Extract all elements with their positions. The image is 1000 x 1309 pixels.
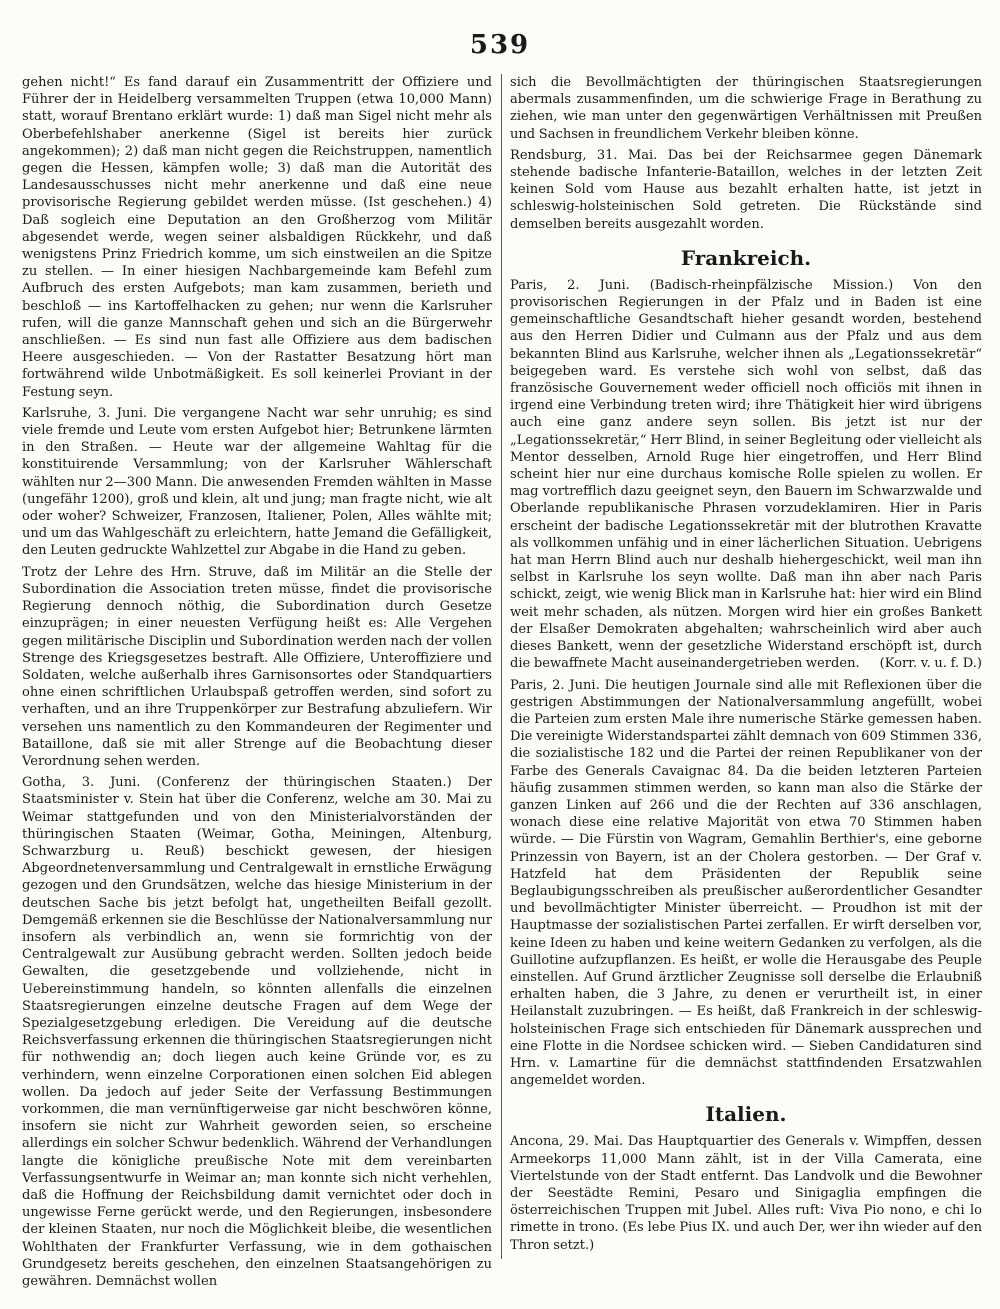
paragraph-karlsruhe: Karlsruhe, 3. Juni. Die vergangene Nacht war sehr unruhig; es sind viele fremde und Leute vom ersten Aufgebot hier; Betrunkene lärmten in den Straßen. — Heute war der allgemeine Wahltag für die konstituirende Versammlung; von der Karlsruher Wählerschaft wählten nur 2—300 Mann. Die anwesenden Fremden wählten in Masse (ungefähr 1200), groß und klein, alt und jung; man fragte nicht, wie alt oder woher? Schweizer, Franzosen, Italiener, Polen, Alles wählte mit; und um das Wahlgeschäft zu erleichtern, hatte Jemand die Gefälligkeit, den Leuten gedruckte Wahlzettel zur Abgabe in die Hand zu geben. xyxy=(22,405,492,559)
paragraph-paris-journals: Paris, 2. Juni. Die heutigen Journale sind alle mit Reflexionen über die gestrigen Abstimmungen der Nationalversammlung angefüllt, wobei die Parteien zum ersten Male ihre numerische Stärke gemessen haben. Die vereinigte Widerstandspartei zählt demnach von 609 Stimmen 336, die sozialistische 182 und die Partei der reinen Republikaner von der Farbe des Generals Cavaignac 84. Da die beiden letzteren Parteien häufig zusammen stimmen werden, so kann man also die Stärke der ganzen Linken auf 266 und die der Rechten auf 336 anschlagen, wonach diese eine relative Majorität von etwa 70 Stimmen haben würde. — Die Fürstin von Wagram, Gemahlin Berthier's, eine geborne Prinzessin von Bayern, ist an der Cholera gestorben. — Der Graf v. Hatzfeld hat dem Präsidenten der Republik seine Beglaubigungsschreiben als preußischer außerordentlicher Gesandter und bevollmächtigter Minister überreicht. — Proudhon ist mit der Hauptmasse der sozialistischen Partei zerfallen. Er wirft derselben vor, keine Ideen zu haben und keine weitern Gedanken zu verfolgen, als die Guillotine aufzupflanzen. Es heißt, er wolle die Herausgabe des Peuple einstellen. Auf Grund ärztlicher Zeugnisse soll derselbe die Erlaubniß erhalten haben, die 3 Jahre, zu denen er verurtheilt ist, in einer Heilanstalt zuzubringen. — Es heißt, daß Frankreich in der schleswig-holsteinischen Frage sich entschieden für Dänemark aussprechen und eine Flotte in die Nordsee schicken wird. — Sieben Candidaturen sind Hrn. v. Lamartine für die demnächst stattfindenden Ersatzwahlen angemeldet worden. xyxy=(510,677,982,1089)
paragraph-struve: Trotz der Lehre des Hrn. Struve, daß im Militär an die Stelle der Subordination die Association treten müsse, findet die provisorische Regierung dennoch nöthig, die Subordination durch Gesetze einzuprägen; in einer neuesten Verfügung heißt es: Alle Vergehen gegen militärische Disciplin und Subordination werden nach der vollen Strenge des Kriegsgesetzes bestraft. Alle Offiziere, Unteroffiziere und Soldaten, welche außerhalb ihres Garnisonsortes oder Standquartiers ohne einen schriftlichen Urlaubspaß getroffen werden, sind sofort zu verhaften, und an ihre Truppenkörper zur Bestrafung abzuliefern. Wir versehen uns namentlich zu den Kommandeuren der Regimenter und Bataillone, daß sie mit aller Strenge auf die Beobachtung dieser Verordnung sehen werden. xyxy=(22,564,492,769)
column-divider xyxy=(501,74,502,1259)
left-column xyxy=(22,74,492,1294)
paragraph-paris-mission xyxy=(510,277,982,673)
right-column xyxy=(510,74,982,1258)
paragraph-gotha: Gotha, 3. Juni. (Conferenz der thüringischen Staaten.) Der Staatsminister v. Stein hat über die Conferenz, welche am 30. Mai zu Weimar stattgefunden und von den Ministerialvorständen der thüringischen Staaten (Weimar, Gotha, Meiningen, Altenburg, Schwarzburg u. Reuß) beschickt gewesen, der hiesigen Abgeordnetenversammlung und Centralgewalt in ernstliche Erwägung gezogen und den Grundsätzen, welche das hiesige Ministerium in der deutschen Sache bis jetzt befolgt hat, ungetheilten Beifall gezollt. Demgemäß erkennen sie die Beschlüsse der Nationalversammlung nur insofern als verbindlich an, wenn sie formrichtig von der Centralgewalt zur Ausübung gebracht werden. Sollten jedoch beide Gewalten, die gesetzgebende und vollziehende, nicht in Uebereinstimmung handeln, so könnten allenfalls die einzelnen Staatsregierungen einzelne deutsche Fragen auf dem Wege der Spezialgesetzgebung erledigen. Die Vereidung auf die deutsche Reichsverfassung erkennen die thüringischen Staatsregierungen nicht für nothwendig an; doch liegen auch keine Gründe vor, es zu verhindern, wenn einzelne Corporationen einen solchen Eid ablegen wollen. Da jedoch auf jeder Seite der Verfassung Bestimmungen vorkommen, die man vernünftigerweise gar nicht beschwören könne, insofern sie nicht zur Wahrheit geworden seien, so erscheine allerdings ein solcher Schwur bedenklich. Während der Verhandlungen langte die königliche preußische Note mit dem vereinbarten Verfassungsentwurfe in Weimar an; man konnte sich nicht verhehlen, daß die Hoffnung der Reichsbildung damit vernichtet oder doch in ungewisse Ferne gerückt werde, und den Regierungen, insbesondere der kleinen Staaten, nur noch die Möglichkeit bleibe, die wesentlichen Wohlthaten der Frankfurter Verfassung, wie in dem gothaischen Grundgesetz bereits geschehen, den einzelnen Staatsangehörigen zu gewähren. Demnächst wollen xyxy=(22,775,492,1290)
paragraph-ancona: Ancona, 29. Mai. Das Hauptquartier des Generals v. Wimpffen, dessen Armeekorps 11,000 Mann zählt, ist in der Villa Camerata, eine Viertelstunde von der Stadt entfernt. Das Landvolk und die Bewohner der Seestädte Remini, Pesaro und Sinigaglia empfingen die österreichischen Truppen mit Jubel. Alles ruft: Viva Pio nono, e chi lo rimette in trono. (Es lebe Pius IX. und auch Der, wer ihn wieder auf den Thron setzt.) xyxy=(510,1134,982,1253)
correspondent-signature: (Korr. v. u. f. D.) xyxy=(879,656,982,672)
section-heading-italy: Italien. xyxy=(705,1102,787,1127)
page-number: 539 xyxy=(469,30,531,60)
paragraph-rendsburg: Rendsburg, 31. Mai. Das bei der Reichsarmee gegen Dänemark stehende badische Infanterie-Bataillon, welches in der letzten Zeit keinen Sold vom Hause aus bezahlt erhalten hatte, ist jetzt in schleswig-holsteinischen Sold getreten. Die Rückstände sind demselben bereits ausgezahlt worden. xyxy=(510,147,982,232)
section-heading-france: Frankreich. xyxy=(680,245,812,270)
paris-mission-text: Paris, 2. Juni. (Badisch-rheinpfälzische Mission.) Von den provisorischen Regierungen in der Pfalz und in Baden ist eine gemeinschaftliche Gesandtschaft hieher gesandt worden, bestehend aus den Herren Didier und Culmann aus der Pfalz und aus dem bekannten Blind aus Karlsruhe, welcher ihnen als „Legationssekretär“ beigegeben ward. Es verstehe sich wohl von selbst, daß das französische Gouvernement weder officiell noch officiös mit ihnen in irgend eine Verbindung treten wird; ihre Thätigkeit hier wird übrigens auch eine ganz andere seyn sollen. Bis jetzt ist nur der „Legationssekretär,“ Herr Blind, in seiner Begleitung oder vielleicht als Mentor desselben, Arnold Ruge hier eingetroffen, und Herr Blind scheint hier nur eine durchaus komische Rolle spielen zu wollen. Er mag vortrefflich dazu geeignet seyn, den Bauern im Schwarzwalde und Oberlande republikanische Phrasen vorzudeklamiren. Hier in Paris erscheint der badische Legationssekretär mit der blutrothen Kravatte als vollkommen unfähig und in einer lächerlichen Situation. Uebrigens hat man Herrn Blind auch nur deshalb hiehergeschickt, weil man ihn selbst in Karlsruhe los seyn wollte. Daß man ihn aber nach Paris schickt, zeigt, wie wenig Blick man in Karlsruhe hat: hier wird ein Blind weit mehr schaden, als nützen. Morgen wird hier ein großes Bankett der Elsaßer Demokraten abgehalten; wahrscheinlich wird aber auch dieses Bankett, wenn der gesetzliche Widerstand erschöpft ist, durch die bewaffnete Macht auseinandergetrieben werden. xyxy=(510,277,982,672)
paragraph-heidelberg: gehen nicht!“ Es fand darauf ein Zusammentritt der Offiziere und Führer der in Heidelberg versammelten Truppen (etwa 10,000 Mann) statt, worauf Brentano erklärt wurde: 1) daß man Sigel nicht mehr als Oberbefehlshaber anerkenne (Sigel ist bereits hier zurück angekommen); 2) daß man nicht gegen die Reichstruppen, namentlich gegen die Hessen, kämpfen wolle; 3) daß man die Autorität des Landesausschusses nicht mehr anerkenne und daß eine neue provisorische Regierung gebildet werden müsse. (Ist geschehen.) 4) Daß sogleich eine Deputation an den Großherzog vom Militär abgesendet werde, wegen seiner alsbaldigen Rückkehr, und daß wenigstens Prinz Friedrich komme, um sich einstweilen an die Spitze zu stellen. — In einer hiesigen Nachbargemeinde kam Befehl zum Aufbruch des ersten Aufgebots; man kam zusammen, berieth und beschloß — ins Kartoffelhacken zu gehen; nur wenn die Karlsruher rufen, will die ganze Mannschaft gehen und sich an die Bürgerwehr anschließen. — Es sind nun fast alle Offiziere aus dem badischen Heere ausgeschieden. — Von der Rastatter Besatzung hört man fortwährend wilde Unbotmäßigkeit. Es soll keinerlei Proviant in der Festung seyn. xyxy=(22,75,492,400)
paragraph-gotha-continued: sich die Bevollmächtigten der thüringischen Staatsregierungen abermals zusammenfinden, um die schwierige Frage in Berathung zu ziehen, wie man unter den gegenwärtigen Verhältnissen mit Preußen und Sachsen in freundlichem Verkehr bleiben könne. xyxy=(510,75,982,142)
